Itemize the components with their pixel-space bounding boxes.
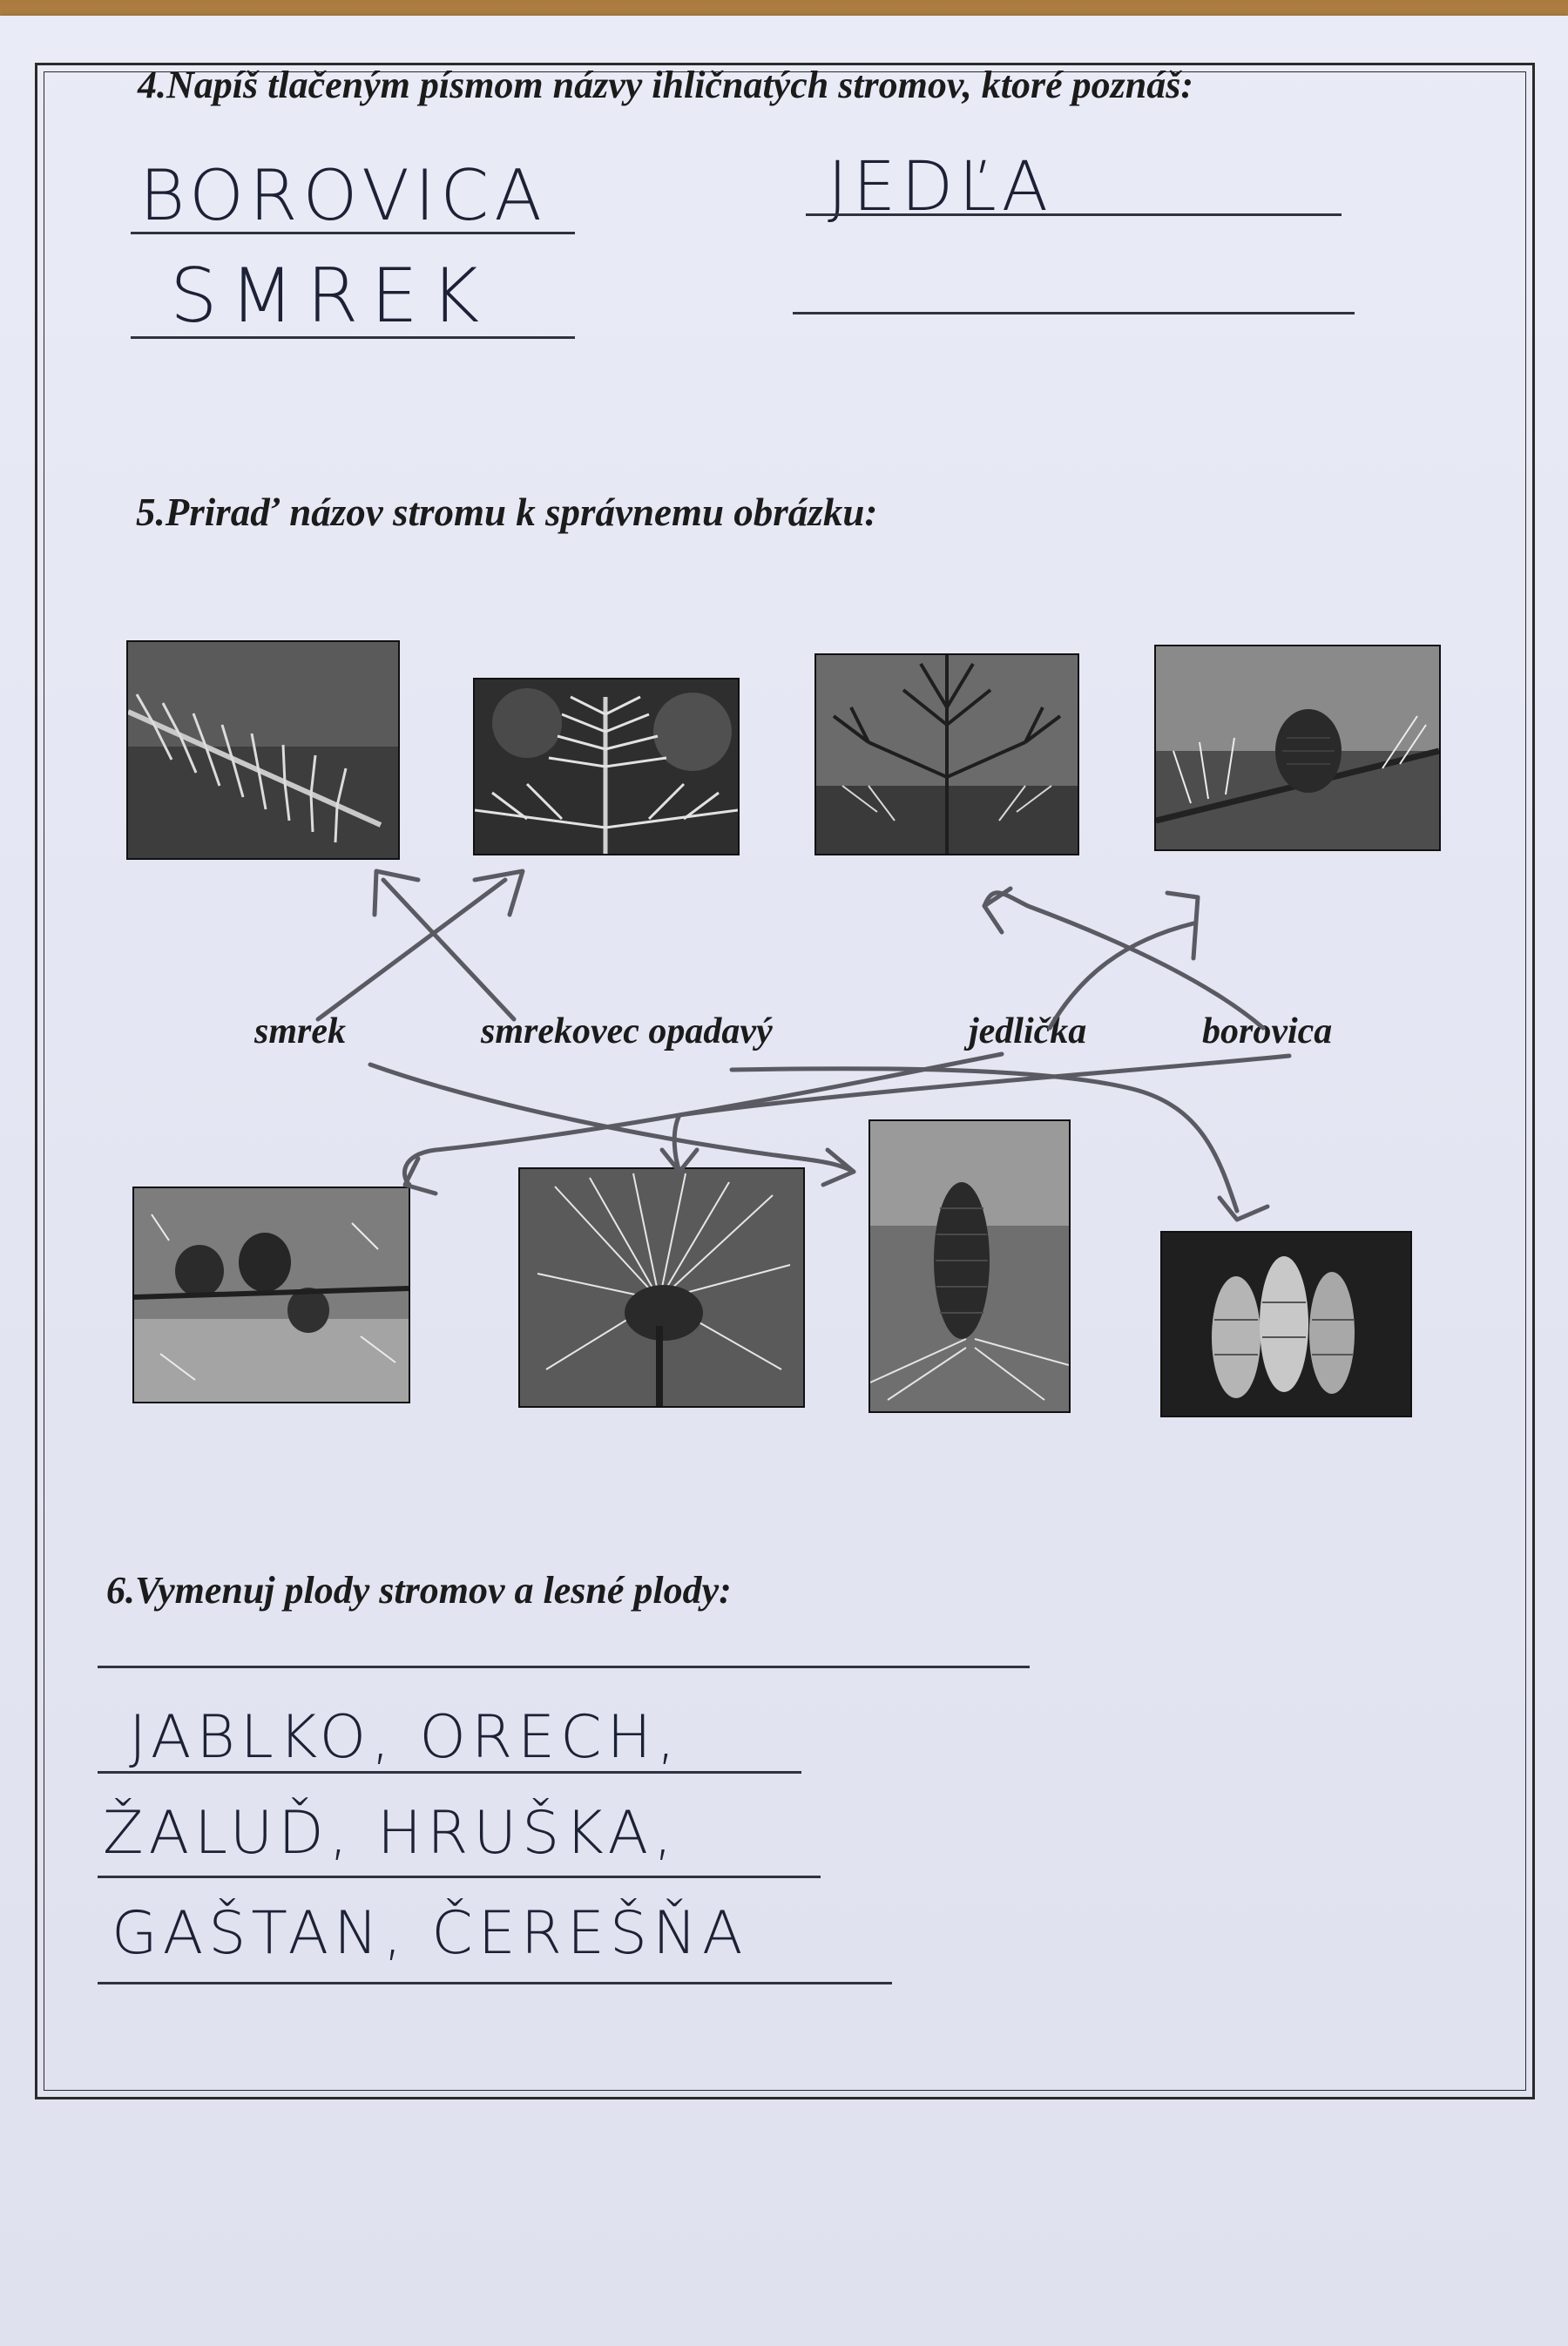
- label-smrekovec: smrekovec opadavý: [481, 1011, 773, 1051]
- label-smrek: smrek: [254, 1011, 346, 1051]
- task4-answer-3: SMREK: [170, 253, 492, 340]
- label-jedlicka: jedlička: [969, 1011, 1087, 1051]
- task4-line-2: [806, 213, 1342, 216]
- task6-line-0: [98, 1666, 1030, 1668]
- task6-line-3: [98, 1982, 892, 1984]
- photo-larch-cones: [132, 1187, 410, 1403]
- photo-spruce-branch: [126, 640, 400, 860]
- photo-pine-branch: [814, 653, 1079, 855]
- task4-line-3: [131, 336, 575, 339]
- task4-answer-2: JEDĽA: [828, 148, 1054, 226]
- task4-answer-1: BOROVICA: [139, 155, 547, 236]
- task6-answer-2: ŽALUĎ, HRUŠKA,: [103, 1799, 678, 1868]
- photo-larch-cone: [1154, 645, 1441, 851]
- task6-heading: 6.Vymenuj plody stromov a lesné plody:: [106, 1569, 732, 1612]
- page-border-inner: [44, 71, 1526, 2091]
- photo-fir-branch: [473, 678, 740, 855]
- photo-pine-cone: [518, 1167, 805, 1408]
- task4-line-1: [131, 232, 575, 234]
- task6-answer-3: GAŠTAN, ČEREŠŇA: [112, 1899, 748, 1968]
- photo-spruce-cones: [1160, 1231, 1412, 1417]
- task4-line-4: [793, 312, 1355, 314]
- task5-heading: 5.Priraď názov stromu k správnemu obrázku:: [136, 490, 878, 534]
- task6-line-1: [98, 1771, 801, 1774]
- label-borovica: borovica: [1202, 1011, 1333, 1051]
- photo-fir-cone: [868, 1119, 1071, 1413]
- task4-heading: 4.Napíš tlačeným písmom názvy ihličnatých stromov, ktoré poznáš:: [138, 64, 1194, 106]
- task6-answer-1: JABLKO, ORECH,: [129, 1703, 681, 1772]
- task6-line-2: [98, 1876, 821, 1878]
